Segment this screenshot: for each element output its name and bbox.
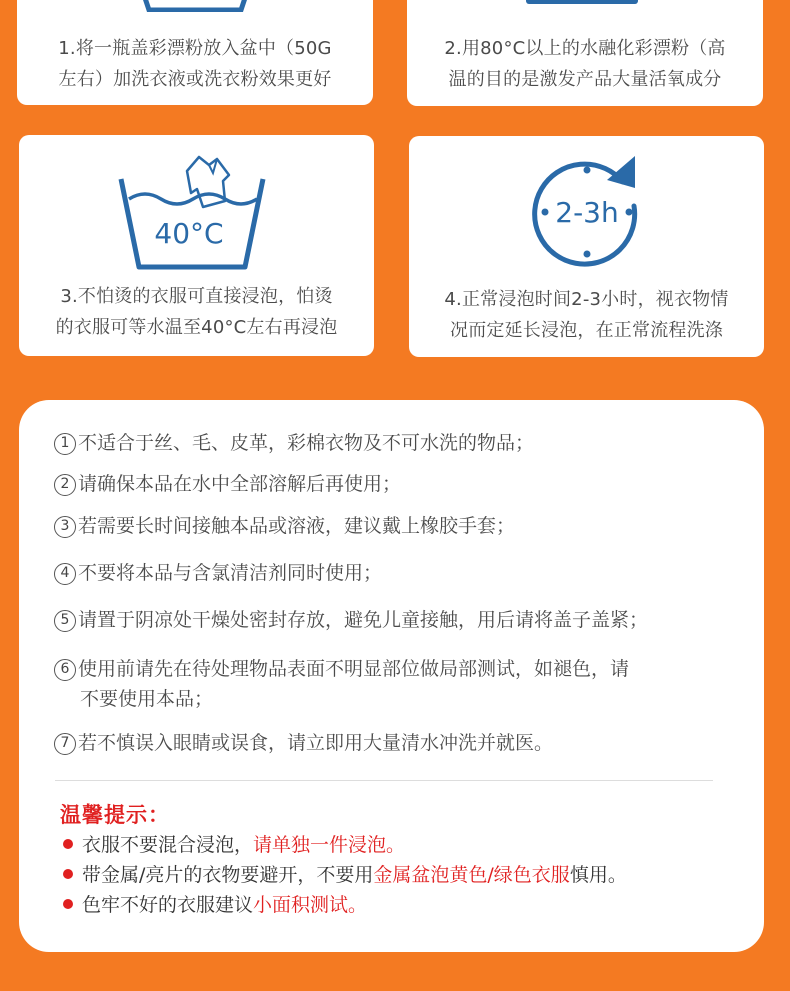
tip-item (63, 830, 405, 860)
tip-item (63, 860, 627, 890)
tip-item (63, 890, 367, 920)
tip-highlight: 请单独一件浸泡。 (253, 834, 406, 856)
note-number: 5 (54, 610, 76, 632)
note-item (54, 558, 382, 588)
note-text: 若需要长时间接触本品或溶液，建议戴上橡胶手套； (78, 515, 516, 537)
note-text: 若不慎误入眼睛或误食，请立即用大量清水冲洗并就医。 (78, 732, 554, 754)
tip-highlight: 小面积测试。 (253, 894, 368, 916)
step-3-line-2: 的衣服可等水温至40°C左右再浸泡 (55, 317, 338, 338)
tips-title: 温馨提示： (60, 803, 170, 827)
step-card-4 (409, 136, 764, 357)
note-number: 6 (54, 659, 76, 681)
note-item (54, 511, 515, 541)
divider (55, 780, 713, 781)
step-4-line-2: 况而定延长浸泡，在正常流程洗涤 (450, 320, 723, 341)
duration-label: 2-3h (555, 196, 619, 229)
step-2-line-1: 2.用80°C以上的水融化彩漂粉（高 (444, 38, 726, 59)
note-text: 请置于阴凉处干燥处密封存放，避免儿童接触，用后请将盖子盖紧； (78, 609, 649, 631)
step-1-line-2: 左右）加洗衣液或洗衣粉效果更好 (58, 69, 332, 90)
note-item (54, 654, 629, 714)
note-text: 请确保本品在水中全部溶解后再使用； (78, 473, 402, 495)
note-text: 使用前请先在待处理物品表面不明显部位做局部测试，如褪色，请 (78, 658, 630, 680)
step-3-text (19, 281, 374, 343)
bullet-dot-icon (63, 899, 73, 909)
note-number: 4 (54, 563, 76, 585)
timer-icon (531, 152, 643, 268)
tip-tail: 慎用。 (569, 864, 627, 886)
step-card-2 (407, 0, 763, 106)
step-1-text (17, 33, 373, 95)
step-4-text (409, 284, 764, 346)
tip-text: 衣服不要混合浸泡， (82, 834, 254, 856)
note-text: 不适合于丝、毛、皮革，彩棉衣物及不可水洗的物品； (78, 432, 535, 454)
note-number: 3 (54, 516, 76, 538)
note-text: 不要将本品与含氯清洁剂同时使用； (78, 562, 383, 584)
kettle-icon (522, 0, 642, 6)
note-item (54, 469, 401, 499)
tip-text: 带金属/亮片的衣物要避开，不要用 (82, 864, 374, 886)
step-2-text (407, 33, 763, 95)
step-1-line-1: 1.将一瓶盖彩漂粉放入盆中（50G (58, 38, 332, 59)
precautions-card (19, 400, 764, 952)
wash-basin-40c-icon (117, 153, 267, 271)
bullet-dot-icon (63, 869, 73, 879)
note-text-continued: 不要使用本品； (80, 688, 214, 710)
step-2-line-2: 温的目的是激发产品大量活氧成分 (448, 69, 722, 90)
step-4-line-1: 4.正常浸泡时间2-3小时，视衣物情 (444, 289, 729, 310)
basin-icon (135, 0, 255, 12)
note-number: 2 (54, 474, 76, 496)
tip-highlight: 金属盆泡黄色/绿色衣服 (373, 864, 570, 886)
step-3-line-1: 3.不怕烫的衣服可直接浸泡，怕烫 (60, 286, 333, 307)
step-card-3 (19, 135, 374, 356)
note-item (54, 728, 553, 758)
step-card-1 (17, 0, 373, 105)
tip-text: 色牢不好的衣服建议 (82, 894, 254, 916)
note-item (54, 428, 534, 458)
note-number: 1 (54, 433, 76, 455)
note-item (54, 605, 648, 635)
note-number: 7 (54, 733, 76, 755)
temperature-label: 40°C (154, 217, 224, 250)
bullet-dot-icon (63, 839, 73, 849)
